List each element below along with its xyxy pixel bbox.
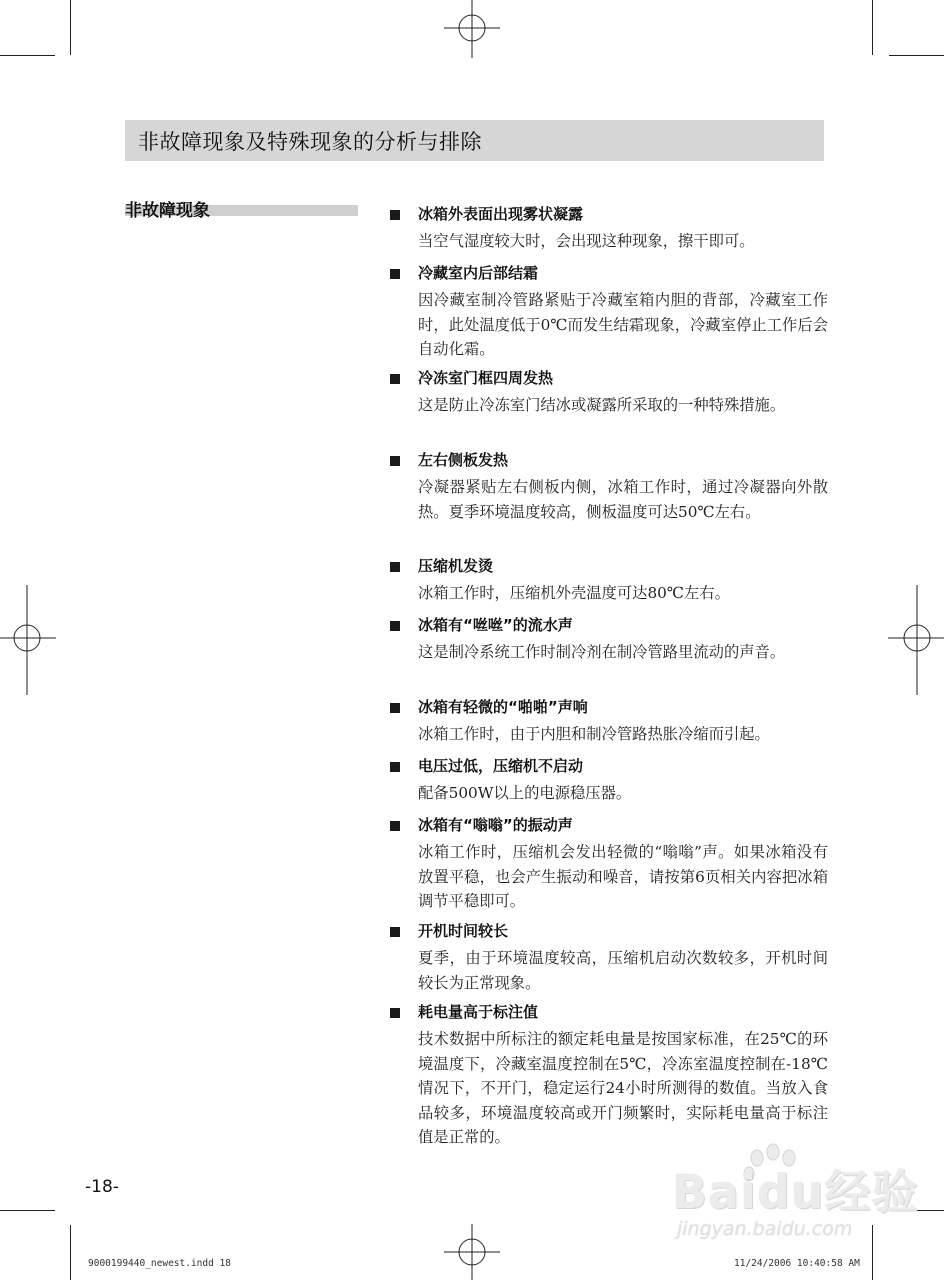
- item-body: 这是制冷系统工作时制冷剂在制冷管路里流动的声音。: [418, 643, 786, 661]
- crop-mark: [872, 0, 873, 55]
- square-bullet-icon: [390, 1008, 400, 1018]
- square-bullet-icon: [390, 269, 400, 279]
- registration-mark-top: [442, 0, 502, 60]
- square-bullet-icon: [390, 927, 400, 937]
- square-bullet-icon: [390, 562, 400, 572]
- registration-mark-right: [884, 585, 944, 695]
- item-heading: 冷冻室门框四周发热: [418, 369, 554, 387]
- item-heading: 耗电量高于标注值: [418, 1003, 539, 1021]
- crop-mark: [70, 0, 71, 55]
- footer-timestamp: 11/24/2006 10:40:58 AM: [734, 1258, 860, 1269]
- square-bullet-icon: [390, 621, 400, 631]
- item-body: 夏季，由于环境温度较高，压缩机启动次数较多，开机时间较长为正常现象。: [418, 949, 828, 992]
- item-heading: 左右侧板发热: [418, 451, 509, 469]
- item-heading: 冰箱外表面出现雾状凝露: [418, 205, 584, 223]
- square-bullet-icon: [390, 456, 400, 466]
- item-heading: 冷藏室内后部结霜: [418, 264, 539, 282]
- item-heading: 冰箱有“嗡嗡”的振动声: [418, 816, 573, 834]
- crop-mark: [889, 55, 944, 56]
- square-bullet-icon: [390, 703, 400, 713]
- crop-mark: [70, 1225, 71, 1280]
- crop-mark: [0, 55, 55, 56]
- page-title: 非故障现象及特殊现象的分析与排除: [138, 130, 482, 154]
- item-body: 因冷藏室制冷管路紧贴于冷藏室箱内胆的背部，冷藏室工作时，此处温度低于0℃而发生结霜现象，冷藏室停止工作后会自动化霜。: [418, 291, 828, 358]
- square-bullet-icon: [390, 210, 400, 220]
- item-body: 这是防止冷冻室门结冰或凝露所采取的一种特殊措施。: [418, 396, 786, 414]
- item-heading: 冰箱有“咝咝”的流水声: [418, 616, 573, 634]
- baidu-watermark: [672, 1142, 919, 1262]
- item-heading: 开机时间较长: [418, 922, 509, 940]
- item-heading: 冰箱有轻微的“啪啪”声响: [418, 698, 588, 716]
- registration-mark-left: [0, 585, 60, 695]
- item-body: 冷凝器紧贴左右侧板内侧，冰箱工作时，通过冷凝器向外散热。夏季环境温度较高，侧板温度可达50℃左右。: [418, 478, 828, 521]
- crop-mark: [0, 1210, 55, 1211]
- square-bullet-icon: [390, 762, 400, 772]
- item-body: 技术数据中所标注的额定耗电量是按国家标准，在25℃的环境温度下，冷藏室温度控制在5℃，冷冻室温度控制在-18℃情况下，不开门，稳定运行24小时所测得的数值。当放入食品较多，环境温度较高或开门频繁时，实际耗电量高于标注值是正常的。: [418, 1030, 828, 1146]
- item-body: 冰箱工作时，由于内胆和制冷管路热胀冷缩而引起。: [418, 725, 770, 743]
- square-bullet-icon: [390, 821, 400, 831]
- item-body: 配备500W以上的电源稳压器。: [418, 784, 632, 802]
- title-banner: [125, 120, 824, 161]
- item-heading: 电压过低，压缩机不启动: [418, 757, 584, 775]
- item-body: 当空气湿度较大时，会出现这种现象，擦干即可。: [418, 232, 755, 250]
- item-body: 冰箱工作时，压缩机外壳温度可达80℃左右。: [418, 584, 730, 602]
- square-bullet-icon: [390, 374, 400, 384]
- registration-mark-bottom: [442, 1222, 502, 1280]
- item-body: 冰箱工作时，压缩机会发出轻微的“嗡嗡”声。如果冰箱没有放置平稳，也会产生振动和噪音，请按第6页相关内容把冰箱调节平稳即可。: [418, 843, 828, 910]
- watermark-logo: Baidu经验: [672, 1165, 919, 1219]
- page-number: -18-: [85, 1177, 119, 1197]
- section-heading-label: 非故障现象: [125, 201, 210, 221]
- watermark-url: jingyan.baidu.com: [677, 1218, 853, 1240]
- footer-file-info: 9000199440_newest.indd 18: [88, 1258, 231, 1269]
- item-heading: 压缩机发烫: [418, 557, 494, 575]
- section-heading: [125, 196, 358, 220]
